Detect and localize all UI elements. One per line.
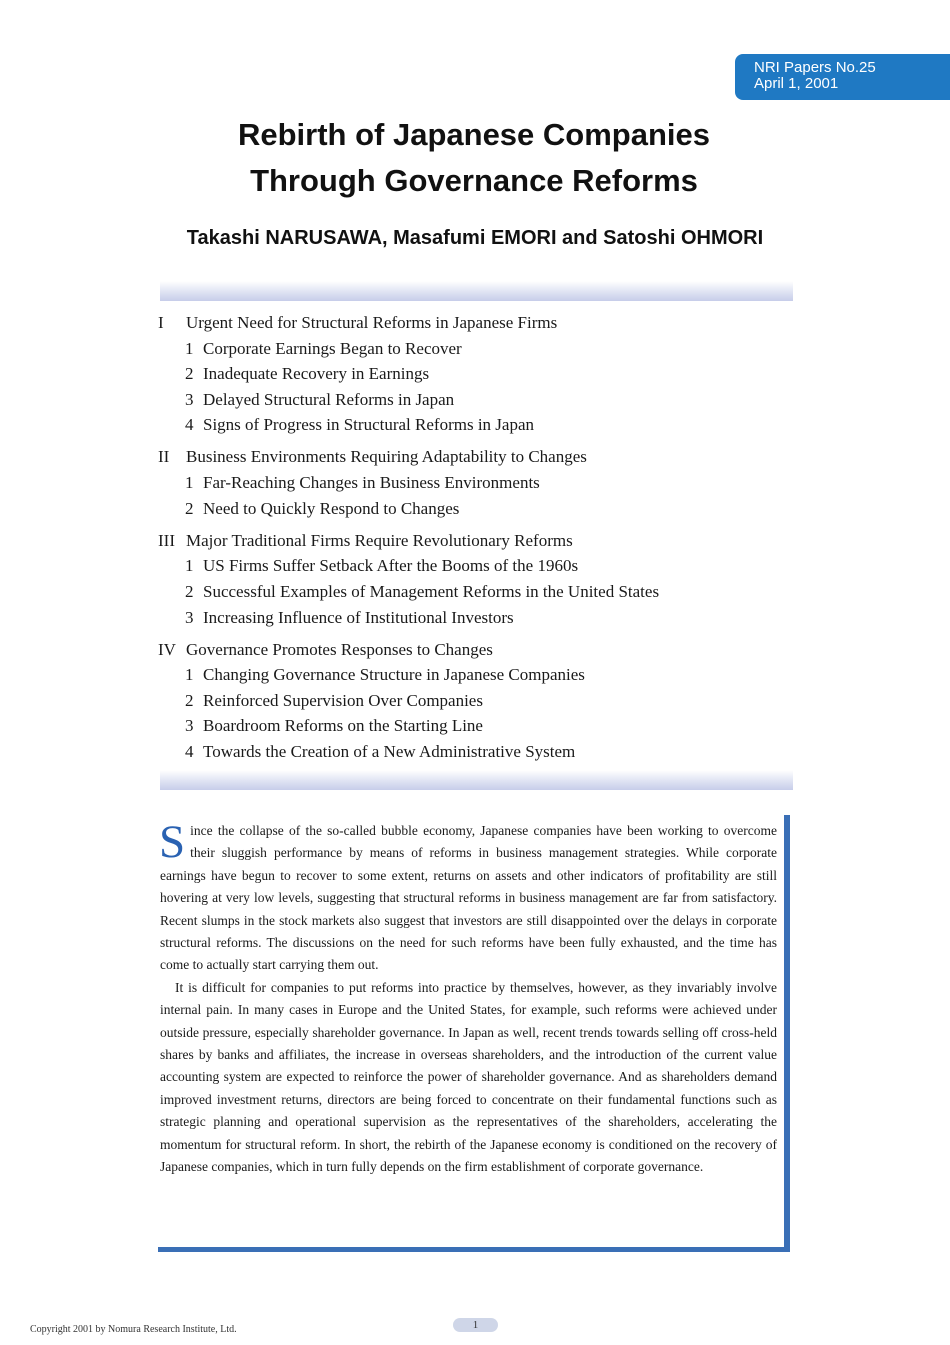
toc-subsection-title: Delayed Structural Reforms in Japan [203, 389, 455, 409]
toc-subsection-title: Towards the Creation of a New Administrative System [203, 742, 576, 761]
toc-subsection [158, 713, 798, 739]
toc-subsection [158, 662, 798, 688]
toc-section-number: I [158, 313, 164, 332]
toc-subsection [158, 579, 798, 605]
title-line-2: Through Governance Reforms [250, 163, 698, 198]
toc-subsection-number: 2 [185, 690, 194, 710]
abstract-text [159, 816, 777, 1179]
toc-subsection-number: 3 [185, 607, 194, 627]
page-number: 1 [453, 1318, 498, 1332]
toc-subsection-number: 2 [185, 498, 194, 518]
toc-section-title: Governance Promotes Responses to Changes [186, 639, 493, 659]
toc-subsection-number: 4 [185, 742, 194, 761]
toc-subsection-number: 2 [185, 581, 194, 601]
toc-subsection-number: 2 [185, 364, 194, 384]
toc-subsection-title: Increasing Influence of Institutional Investors [203, 607, 514, 627]
copyright-notice: Copyright 2001 by Nomura Research Institute, Ltd. [30, 1324, 237, 1335]
toc-subsection [158, 688, 798, 714]
series-label: NRI Papers No.25 [754, 59, 876, 76]
toc-section [158, 444, 798, 470]
toc-top-divider [160, 281, 793, 301]
paper-title [0, 112, 950, 204]
toc-section-title: Urgent Need for Structural Reforms in Japanese Firms [186, 313, 558, 332]
toc-subsection-title: Signs of Progress in Structural Reforms in Japan [203, 415, 534, 435]
title-line-1: Rebirth of Japanese Companies [237, 117, 710, 152]
toc-section-title: Business Environments Requiring Adaptability to Changes [186, 447, 587, 467]
drop-cap: S [159, 816, 186, 868]
abstract-paragraph-2: It is difficult for companies to put reforms into practice by themselves, however, as they invariably involve internal pain. In many cases in Europe and the United States, for example, such reforms were achieved under outside pressure, especially shareholder governance. In Japan as well, recent trends towards selling off cross-held shares by banks and affiliates, the increase in overseas shareholders, and the introduction of the current value accounting system are expected to reinforce the power of shareholder governance. And as shareholders demand improved investment returns, directors are being forced to concentrate on their fundamental functions such as strategic planning and operational supervision as the representatives of the shareholders, accelerating the momentum for structural reform. In short, the rebirth of the Japanese economy is conditioned on the recovery of Japanese companies, which in turn fully depends on the firm establishment of corporate governance. [160, 979, 777, 1175]
toc-subsection [158, 387, 798, 413]
toc-section-title: Major Traditional Firms Require Revolutionary Reforms [186, 530, 573, 550]
toc-subsection-title: Inadequate Recovery in Earnings [203, 364, 430, 384]
toc-subsection-title: Changing Governance Structure in Japanese Companies [203, 665, 585, 685]
toc-subsection-title: Need to Quickly Respond to Changes [203, 498, 460, 518]
toc-subsection-number: 1 [185, 338, 194, 358]
toc-subsection [158, 553, 798, 579]
abstract-box [158, 815, 790, 1252]
toc-subsection [158, 496, 798, 522]
toc-section-number: II [158, 447, 170, 467]
toc-subsection [158, 336, 798, 362]
toc-subsection-number: 3 [185, 389, 194, 409]
toc-subsection [158, 605, 798, 631]
toc-subsection [158, 361, 798, 387]
toc-subsection-number: 1 [185, 665, 194, 685]
toc-section [158, 637, 798, 663]
table-of-contents [158, 310, 798, 765]
abstract-paragraph-1-text: ince the collapse of the so-called bubble economy, Japanese companies have been working to overcome their sluggish performance by means of reforms in business management strategies. While corporate earnings have begun to recover to some extent, returns on assets and other indicators of profitability are still hovering at very low levels, suggesting that structural reforms in business management are far from satisfactory. Recent slumps in the stock markets also suggest that investors are still disappointed over the delays in corporate structural reforms. The discussions on the need for such reforms have been fully exhausted, and the time has come to actually start carrying them out. [160, 823, 777, 973]
abstract-paragraph-1 [159, 816, 777, 977]
toc-subsection-title: Far-Reaching Changes in Business Environments [203, 473, 540, 493]
toc-subsection-title: Boardroom Reforms on the Starting Line [203, 716, 483, 736]
issue-date: April 1, 2001 [754, 75, 839, 92]
toc-section-number: IV [158, 639, 176, 659]
toc-section [158, 310, 798, 336]
toc-subsection [158, 739, 798, 765]
toc-subsection-title: Corporate Earnings Began to Recover [203, 338, 462, 358]
toc-subsection-title: Reinforced Supervision Over Companies [203, 690, 483, 710]
toc-subsection-title: Successful Examples of Management Reforms in the United States [203, 581, 660, 601]
toc-subsection-title: US Firms Suffer Setback After the Booms of the 1960s [203, 556, 579, 576]
authors: Takashi NARUSAWA, Masafumi EMORI and Satoshi OHMORI [186, 227, 764, 249]
toc-section [158, 528, 798, 554]
toc-section-number: III [158, 530, 175, 550]
toc-subsection [158, 412, 798, 438]
toc-subsection [158, 470, 798, 496]
toc-subsection-number: 4 [185, 415, 194, 435]
series-badge [735, 54, 950, 100]
toc-subsection-number: 3 [185, 716, 194, 736]
toc-bottom-divider [160, 770, 793, 790]
toc-subsection-number: 1 [185, 473, 194, 493]
toc-subsection-number: 1 [185, 556, 194, 576]
